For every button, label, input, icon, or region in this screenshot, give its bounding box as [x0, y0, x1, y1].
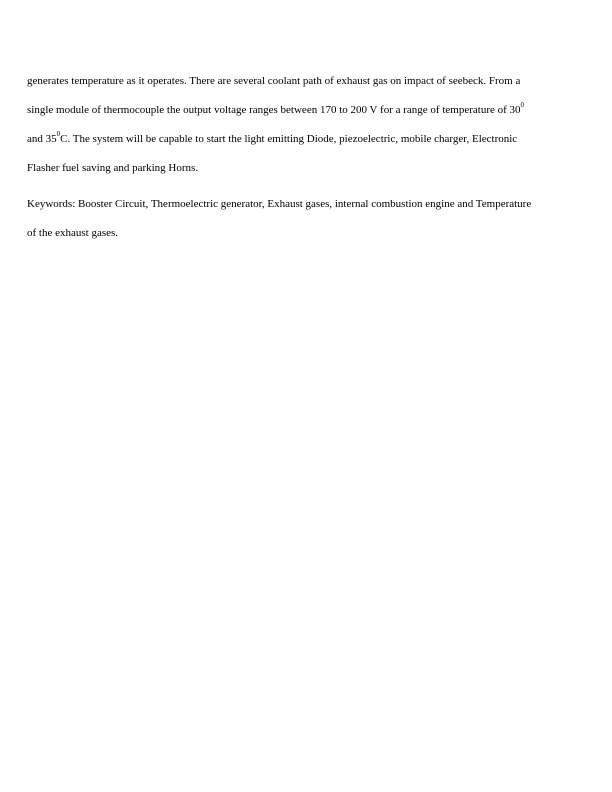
text-line: of the exhaust gases. — [27, 227, 119, 239]
text-run: C. The system will be capable to start the light emitting Diode, piezoelectric, mobile charger, Electronic — [60, 133, 518, 145]
superscript: 0 — [56, 130, 61, 139]
text-line: Keywords: Booster Circuit, Thermoelectric generator, Exhaust gases, internal combustion engine and Temperature — [27, 198, 532, 210]
body-text — [27, 67, 587, 248]
text-run: single module of thermocouple the output voltage ranges between 170 to 200 V for a range of temperature of 30 — [27, 104, 521, 116]
text-line — [27, 96, 587, 125]
text-line — [27, 125, 587, 154]
abstract-paragraph — [27, 67, 587, 183]
superscript: 0 — [520, 101, 525, 110]
keywords-paragraph — [27, 190, 587, 248]
text-line: Flasher fuel saving and parking Horns. — [27, 162, 199, 174]
text-run: and 35 — [27, 133, 57, 145]
text-line: generates temperature as it operates. There are several coolant path of exhaust gas on impact of seebeck. From a — [27, 75, 521, 87]
